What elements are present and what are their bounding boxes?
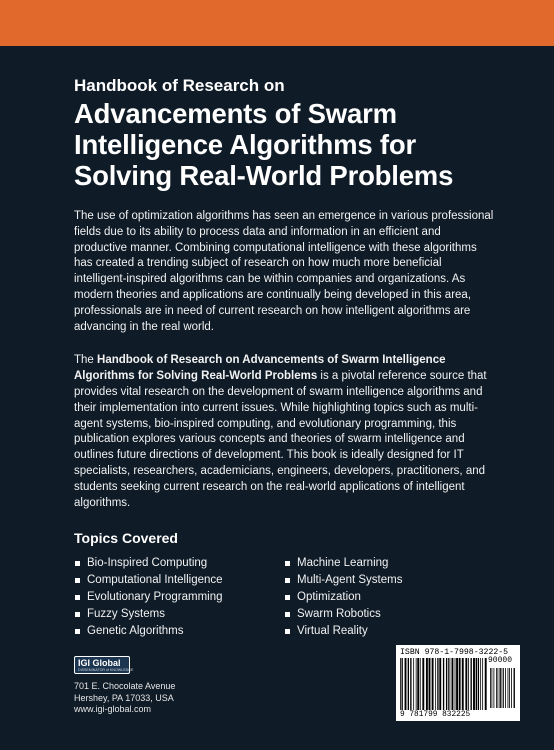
topics-column-left [74, 555, 284, 640]
barcode-bar [503, 668, 504, 708]
topic-item: Optimization [284, 589, 494, 606]
title-line-1: Advancements of Swarm [74, 98, 397, 129]
topic-item: Swarm Robotics [284, 606, 494, 623]
para2-rest: is a pivotal reference source that provides vital research on the development of swarm intelligence algorithms and their implementation into current issues. While highlighting topics such as multi-agent systems, bio-inspired computing, and evolutionary programming, this publication explores various concepts and theories of swarm intelligence and outlines future directions of development. This book is ideally designed for IT specialists, researchers, academicians, engineers, developers, practitioners, and students seeking current research on the real-world applications of intelligent algorithms. [74, 370, 487, 509]
barcode-bar [492, 668, 493, 708]
topic-item: Multi-Agent Systems [284, 572, 494, 589]
barcode-bar [450, 658, 451, 710]
publisher-address [74, 681, 234, 716]
barcode-bar [417, 658, 419, 710]
barcode-bar [500, 668, 501, 708]
barcode-bar [439, 658, 441, 710]
barcode-bar [400, 658, 401, 710]
topic-item: Evolutionary Programming [74, 589, 284, 606]
barcode-bar [413, 658, 414, 710]
book-title [74, 98, 494, 191]
barcode-bar [490, 668, 491, 708]
description-paragraph-1: The use of optimization algorithms has seen an emergence in various professional fields due to its ability to process data and information in an efficient and productive manner. Combining computational intelligence with these algorithms has created a trending subject of research on how much more beneficial intelligent-inspired algorithms can be within companies and organizations. As modern theories and applications are continually being developed in this area, professionals are in need of current research on how intelligent algorithms are advancing in the real world. [74, 210, 494, 333]
barcode-bar [429, 658, 431, 710]
topic-item: Fuzzy Systems [74, 606, 284, 623]
isbn-barcode [396, 645, 520, 721]
publisher-website: www.igi-global.com [74, 704, 152, 714]
isbn-label: ISBN 978-1-7998-3222-5 [400, 648, 509, 657]
barcode-bar [420, 658, 421, 710]
topic-item: Machine Learning [284, 555, 494, 572]
barcode-bar [426, 658, 428, 710]
topic-item: Virtual Reality [284, 623, 494, 640]
barcode-bar [478, 658, 479, 710]
barcode-bar [435, 658, 436, 710]
title-line-3: Solving Real-World Problems [74, 160, 454, 191]
barcode-bar [456, 658, 458, 710]
barcode-bar [476, 658, 477, 710]
barcode-bar [502, 668, 503, 708]
topics-list [74, 555, 494, 640]
address-line-1: 701 E. Chocolate Avenue [74, 681, 176, 691]
barcode-bar [402, 658, 403, 710]
barcode-bar [437, 658, 438, 710]
barcode-bar [505, 668, 506, 708]
barcode-addon-number: 90000 [488, 656, 513, 665]
barcode-bar [465, 658, 467, 710]
barcode-bar [494, 668, 495, 708]
barcode-bar [452, 658, 454, 710]
barcode-addon-bars [490, 668, 516, 716]
barcode-bar [509, 668, 510, 708]
para2-prefix: The [74, 354, 98, 367]
orange-top-band [0, 0, 554, 46]
barcode-bar [446, 658, 447, 710]
back-cover-content [74, 76, 494, 640]
barcode-bar [485, 658, 487, 710]
barcode-bar [498, 668, 499, 708]
topics-column-right [284, 555, 494, 640]
barcode-bar [508, 668, 509, 708]
logo-text: IGI Global [78, 657, 121, 668]
address-line-2: Hershey, PA 17033, USA [74, 692, 174, 703]
barcode-bar [511, 668, 512, 708]
description-paragraph-2 [74, 353, 494, 511]
series-kicker: Handbook of Research on [74, 76, 285, 95]
topics-heading: Topics Covered [74, 530, 178, 547]
barcode-bar [514, 668, 515, 708]
barcode-bar [480, 658, 481, 710]
igi-global-logo [74, 656, 134, 674]
barcode-bars [400, 658, 516, 716]
barcode-bar [496, 668, 497, 708]
barcode-bar [432, 658, 434, 710]
barcode-bar [459, 658, 461, 710]
barcode-bar [482, 658, 483, 710]
barcode-bar [405, 658, 407, 710]
barcode-bar [468, 658, 469, 710]
barcode-bar [422, 658, 424, 710]
barcode-bar [462, 658, 464, 710]
logo-tagline: DISSEMINATOR of KNOWLEDGE [78, 667, 134, 672]
barcode-bar [473, 658, 475, 710]
publisher-block [74, 656, 234, 716]
topic-item: Bio-Inspired Computing [74, 555, 284, 572]
topic-item: Genetic Algorithms [74, 623, 284, 640]
barcode-bar [471, 658, 472, 710]
barcode-main-bars [400, 658, 488, 710]
barcode-bar [408, 658, 409, 710]
title-line-2: Intelligence Algorithms for [74, 129, 416, 160]
barcode-bar [416, 658, 417, 710]
barcode-bar [455, 658, 456, 710]
para2-bold-title: Handbook of Research on Advancements of Swarm Intelligence Algorithms for Solving Real-World Problems [74, 354, 446, 383]
barcode-bar [443, 658, 444, 710]
barcode-bar [448, 658, 449, 710]
topic-item: Computational Intelligence [74, 572, 284, 589]
barcode-bar [410, 658, 411, 710]
barcode-ean-number: 9 781799 832225 [400, 711, 471, 719]
